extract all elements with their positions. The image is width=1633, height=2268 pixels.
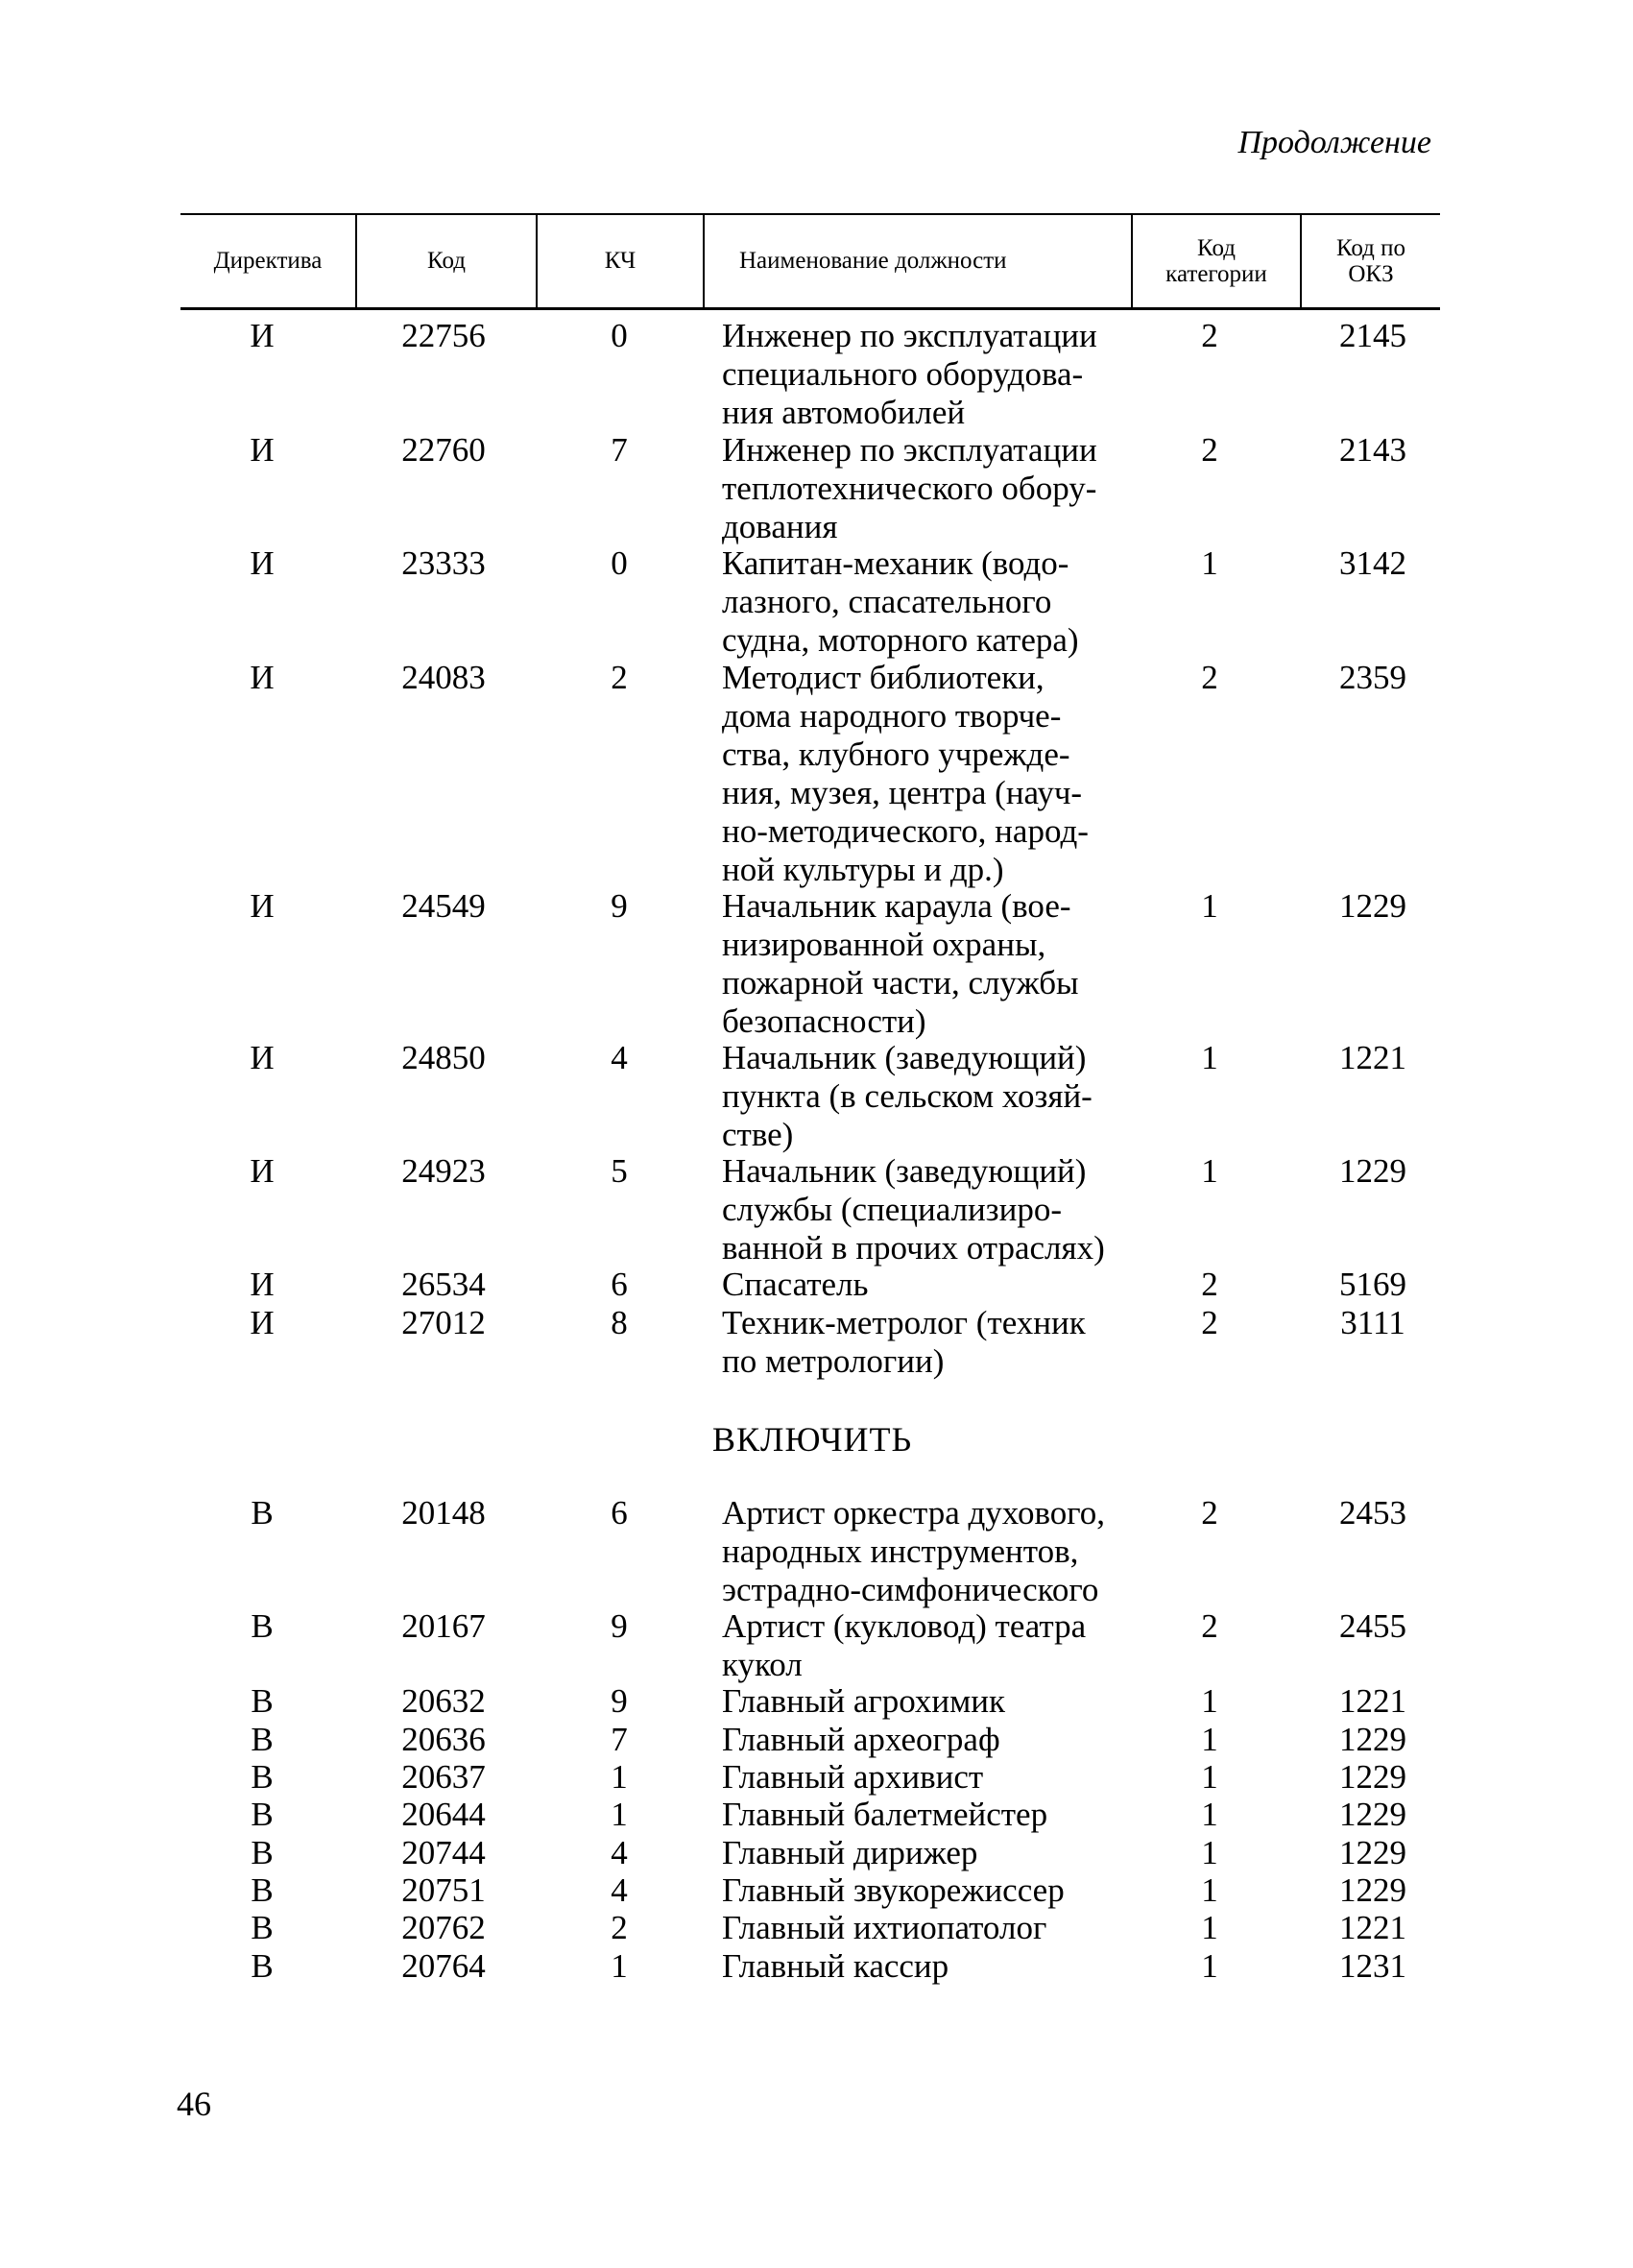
cell-okz: 1229 bbox=[1339, 1152, 1406, 1190]
cell-name: Главный кассир bbox=[722, 1947, 949, 1985]
cell-directive: И bbox=[250, 317, 275, 354]
col-header-okz: Код по ОКЗ bbox=[1335, 234, 1406, 287]
cell-category: 2 bbox=[1201, 1304, 1218, 1341]
cell-directive: В bbox=[251, 1909, 274, 1946]
cell-category: 1 bbox=[1201, 887, 1218, 925]
cell-name: Главный ихтиопатолог bbox=[722, 1909, 1047, 1946]
cell-category: 2 bbox=[1201, 431, 1218, 469]
page-number: 46 bbox=[177, 2085, 211, 2123]
cell-kch: 0 bbox=[611, 544, 628, 582]
cell-okz: 2455 bbox=[1339, 1607, 1406, 1645]
cell-code: 27012 bbox=[401, 1304, 486, 1341]
cell-category: 1 bbox=[1201, 1947, 1218, 1985]
cell-kch: 6 bbox=[611, 1266, 628, 1303]
cell-name: Техник-метролог (техник по метрологии) bbox=[722, 1304, 1086, 1380]
cell-kch: 2 bbox=[611, 1909, 628, 1946]
cell-directive: И bbox=[250, 1304, 275, 1341]
cell-directive: И bbox=[250, 659, 275, 696]
cell-category: 1 bbox=[1201, 1834, 1218, 1871]
cell-directive: И bbox=[250, 431, 275, 469]
cell-kch: 7 bbox=[611, 431, 628, 469]
cell-directive: В bbox=[251, 1494, 274, 1532]
cell-name: Главный звукорежиссер bbox=[722, 1871, 1065, 1909]
cell-name: Методист библиотеки, дома народного творче- ства, клубного учрежде- ния, музея, центра (науч- но-методического, народ- ной культуры и др.) bbox=[722, 659, 1089, 888]
cell-name: Начальник (заведующий) службы (специализиро- ванной в прочих отраслях) bbox=[722, 1152, 1105, 1267]
cell-category: 1 bbox=[1201, 1682, 1218, 1720]
cell-okz: 5169 bbox=[1339, 1266, 1406, 1303]
cell-code: 20632 bbox=[401, 1682, 486, 1720]
cell-code: 20637 bbox=[401, 1758, 486, 1796]
cell-name: Инженер по эксплуатации специального оборудова- ния автомобилей bbox=[722, 317, 1097, 431]
cell-name: Главный археограф bbox=[722, 1721, 1000, 1758]
cell-category: 1 bbox=[1201, 1796, 1218, 1833]
cell-code: 20762 bbox=[401, 1909, 486, 1946]
cell-kch: 2 bbox=[611, 659, 628, 696]
cell-code: 20744 bbox=[401, 1834, 486, 1871]
cell-category: 1 bbox=[1201, 1758, 1218, 1796]
cell-kch: 1 bbox=[611, 1796, 628, 1833]
cell-okz: 2359 bbox=[1339, 659, 1406, 696]
cell-category: 1 bbox=[1201, 1152, 1218, 1190]
cell-okz: 1229 bbox=[1339, 1834, 1406, 1871]
cell-directive: В bbox=[251, 1871, 274, 1909]
cell-directive: В bbox=[251, 1758, 274, 1796]
cell-kch: 9 bbox=[611, 1682, 628, 1720]
cell-kch: 8 bbox=[611, 1304, 628, 1341]
cell-okz: 1229 bbox=[1339, 1871, 1406, 1909]
table-header bbox=[180, 213, 1440, 310]
cell-name: Инженер по эксплуатации теплотехнического обору- дования bbox=[722, 431, 1097, 545]
cell-directive: В bbox=[251, 1682, 274, 1720]
cell-kch: 9 bbox=[611, 887, 628, 925]
cell-okz: 2143 bbox=[1339, 431, 1406, 469]
cell-code: 20764 bbox=[401, 1947, 486, 1985]
cell-category: 2 bbox=[1201, 1607, 1218, 1645]
continuation-label: Продолжение bbox=[1237, 125, 1431, 160]
cell-name: Капитан-механик (водо- лазного, спасательного судна, моторного катера) bbox=[722, 544, 1079, 659]
col-header-category: Код категории bbox=[1165, 234, 1267, 287]
cell-kch: 9 bbox=[611, 1607, 628, 1645]
cell-okz: 2145 bbox=[1339, 317, 1406, 354]
cell-okz: 3111 bbox=[1340, 1304, 1405, 1341]
cell-okz: 1229 bbox=[1339, 1721, 1406, 1758]
cell-kch: 7 bbox=[611, 1721, 628, 1758]
cell-okz: 2453 bbox=[1339, 1494, 1406, 1532]
cell-okz: 1221 bbox=[1339, 1909, 1406, 1946]
cell-name: Начальник караула (вое- низированной охраны, пожарной части, службы безопасности) bbox=[722, 887, 1079, 1040]
cell-category: 1 bbox=[1201, 1909, 1218, 1946]
cell-directive: В bbox=[251, 1721, 274, 1758]
cell-category: 2 bbox=[1201, 1266, 1218, 1303]
cell-category: 1 bbox=[1201, 1871, 1218, 1909]
cell-directive: В bbox=[251, 1607, 274, 1645]
cell-code: 20644 bbox=[401, 1796, 486, 1833]
cell-category: 2 bbox=[1201, 317, 1218, 354]
cell-directive: В bbox=[251, 1796, 274, 1833]
cell-kch: 4 bbox=[611, 1871, 628, 1909]
cell-code: 24083 bbox=[401, 659, 486, 696]
cell-kch: 4 bbox=[611, 1834, 628, 1871]
cell-directive: И bbox=[250, 1152, 275, 1190]
col-header-directive: Директива bbox=[213, 248, 323, 275]
cell-directive: И bbox=[250, 887, 275, 925]
cell-okz: 1231 bbox=[1339, 1947, 1406, 1985]
cell-name: Главный агрохимик bbox=[722, 1682, 1005, 1720]
cell-kch: 1 bbox=[611, 1947, 628, 1985]
cell-category: 1 bbox=[1201, 1039, 1218, 1076]
cell-kch: 5 bbox=[611, 1152, 628, 1190]
cell-name: Спасатель bbox=[722, 1266, 869, 1303]
cell-okz: 1229 bbox=[1339, 887, 1406, 925]
cell-name: Артист (кукловод) театра кукол bbox=[722, 1607, 1087, 1683]
col-header-kch: КЧ bbox=[604, 248, 636, 275]
cell-name: Артист оркестра духового, народных инструментов, эстрадно-симфонического bbox=[722, 1494, 1105, 1608]
cell-code: 22760 bbox=[401, 431, 486, 469]
cell-kch: 0 bbox=[611, 317, 628, 354]
cell-name: Начальник (заведующий) пункта (в сельском хозяй- стве) bbox=[722, 1039, 1093, 1153]
cell-code: 26534 bbox=[401, 1266, 486, 1303]
cell-code: 24549 bbox=[401, 887, 486, 925]
cell-code: 23333 bbox=[401, 544, 486, 582]
cell-code: 20148 bbox=[401, 1494, 486, 1532]
cell-kch: 4 bbox=[611, 1039, 628, 1076]
cell-code: 24850 bbox=[401, 1039, 486, 1076]
cell-category: 2 bbox=[1201, 1494, 1218, 1532]
cell-code: 20167 bbox=[401, 1607, 486, 1645]
cell-okz: 1229 bbox=[1339, 1796, 1406, 1833]
cell-okz: 1221 bbox=[1339, 1682, 1406, 1720]
cell-category: 2 bbox=[1201, 659, 1218, 696]
cell-okz: 3142 bbox=[1339, 544, 1406, 582]
cell-name: Главный архивист bbox=[722, 1758, 984, 1796]
cell-directive: В bbox=[251, 1947, 274, 1985]
col-header-code: Код bbox=[427, 248, 466, 275]
cell-name: Главный дирижер bbox=[722, 1834, 978, 1871]
cell-kch: 1 bbox=[611, 1758, 628, 1796]
cell-code: 20636 bbox=[401, 1721, 486, 1758]
cell-directive: И bbox=[250, 1266, 275, 1303]
section-title: ВКЛЮЧИТЬ bbox=[712, 1420, 913, 1459]
cell-okz: 1229 bbox=[1339, 1758, 1406, 1796]
cell-directive: В bbox=[251, 1834, 274, 1871]
cell-category: 1 bbox=[1201, 544, 1218, 582]
cell-name: Главный балетмейстер bbox=[722, 1796, 1048, 1833]
cell-code: 24923 bbox=[401, 1152, 486, 1190]
cell-kch: 6 bbox=[611, 1494, 628, 1532]
cell-code: 20751 bbox=[401, 1871, 486, 1909]
col-header-name: Наименование должности bbox=[739, 248, 1007, 275]
cell-code: 22756 bbox=[401, 317, 486, 354]
cell-directive: И bbox=[250, 544, 275, 582]
cell-directive: И bbox=[250, 1039, 275, 1076]
cell-category: 1 bbox=[1201, 1721, 1218, 1758]
cell-okz: 1221 bbox=[1339, 1039, 1406, 1076]
